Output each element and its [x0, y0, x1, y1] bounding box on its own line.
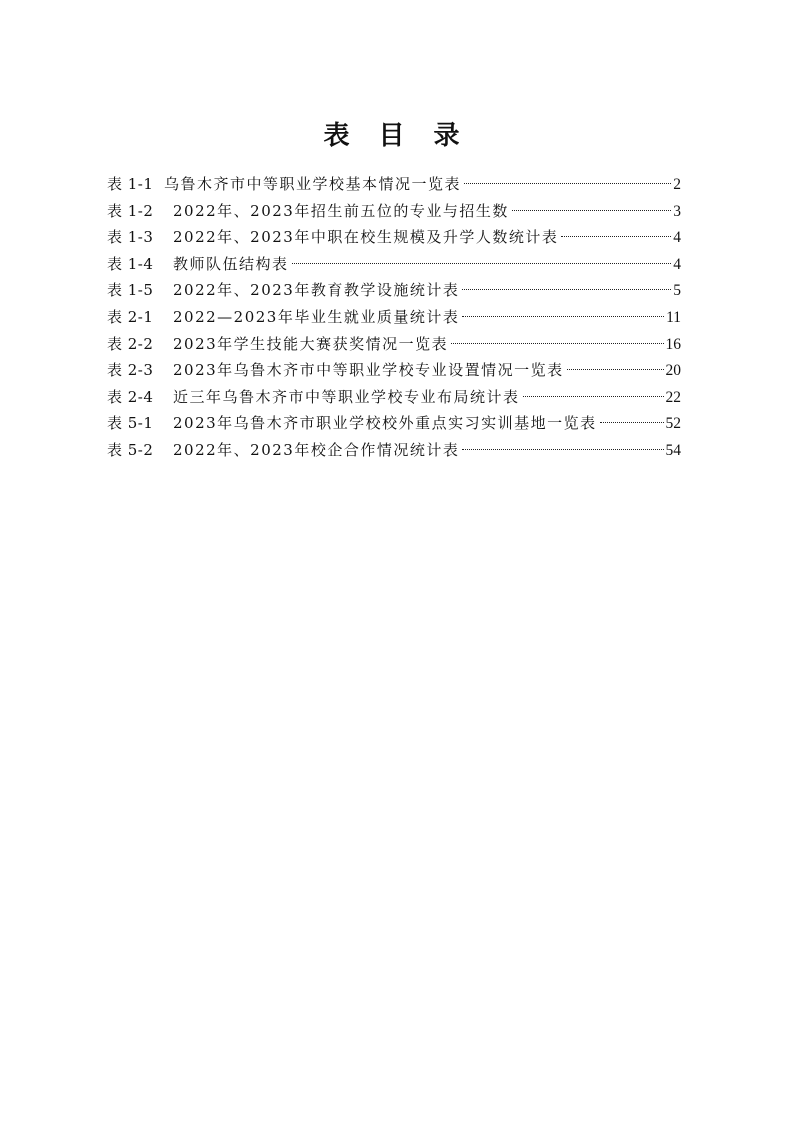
toc-entry-label: 表 2-4	[107, 387, 154, 406]
toc-entry-1-2[interactable]	[107, 198, 681, 225]
toc-entry-label: 表 1-3	[107, 228, 154, 247]
toc-entry-page-number: 52	[665, 415, 681, 433]
toc-entry-label: 表 1-1	[107, 175, 154, 193]
toc-entry-label: 表 2-2	[107, 334, 154, 353]
toc-entry-page-number: 11	[666, 308, 681, 326]
toc-entry-page-number: 2	[673, 176, 681, 193]
toc-entry-title: 2023年乌鲁木齐市职业学校校外重点实习实训基地一览表	[173, 414, 597, 433]
toc-entry-1-1[interactable]	[107, 171, 681, 198]
toc-dot-leader	[451, 343, 663, 344]
toc-entry-page-number: 54	[665, 441, 681, 459]
toc-entry-1-3[interactable]	[107, 224, 681, 251]
toc-dot-leader	[512, 210, 671, 211]
toc-dot-leader	[462, 316, 664, 317]
toc-entry-title: 乌鲁木齐市中等职业学校基本情况一览表	[164, 175, 462, 193]
toc-entry-label: 表 5-2	[107, 440, 154, 459]
toc-entry-label: 表 2-1	[107, 307, 154, 326]
toc-entry-title: 2022—2023年毕业生就业质量统计表	[173, 307, 460, 326]
toc-dot-leader	[464, 183, 671, 184]
toc-entry-title: 2022年、2023年招生前五位的专业与招生数	[173, 201, 509, 220]
toc-entry-page-number: 16	[665, 335, 681, 353]
toc-entry-page-number: 3	[673, 202, 681, 220]
toc-dot-leader	[462, 289, 671, 290]
toc-entry-title: 2022年、2023年校企合作情况统计表	[173, 440, 460, 459]
toc-dot-leader	[567, 369, 664, 370]
toc-dot-leader	[561, 236, 671, 237]
toc-entry-1-5[interactable]	[107, 277, 681, 304]
toc-dot-leader	[292, 263, 672, 264]
toc-entry-title: 近三年乌鲁木齐市中等职业学校专业布局统计表	[173, 387, 520, 406]
toc-entry-page-number: 22	[665, 388, 681, 406]
toc-entry-title: 教师队伍结构表	[173, 254, 289, 273]
toc-entry-2-3[interactable]	[107, 357, 681, 384]
toc-entry-page-number: 20	[665, 362, 681, 380]
table-of-contents	[107, 171, 681, 464]
toc-entry-2-4[interactable]	[107, 384, 681, 411]
toc-entry-title: 2022年、2023年中职在校生规模及升学人数统计表	[173, 228, 559, 247]
toc-entry-title: 2023年乌鲁木齐市中等职业学校专业设置情况一览表	[173, 361, 564, 380]
toc-entry-label: 表 1-2	[107, 201, 154, 220]
toc-entry-5-1[interactable]	[107, 410, 681, 437]
toc-entry-label: 表 1-5	[107, 281, 154, 300]
toc-dot-leader	[600, 422, 664, 423]
toc-entry-1-4[interactable]	[107, 251, 681, 278]
toc-entry-page-number: 4	[673, 229, 681, 247]
toc-entry-label: 表 5-1	[107, 414, 154, 433]
page-title: 表 目 录	[323, 121, 470, 152]
toc-entry-title: 2022年、2023年教育教学设施统计表	[173, 281, 460, 300]
toc-entry-page-number: 4	[673, 255, 681, 273]
toc-entry-page-number: 5	[673, 282, 681, 300]
toc-entry-2-1[interactable]	[107, 304, 681, 331]
toc-entry-5-2[interactable]	[107, 437, 681, 464]
toc-entry-title: 2023年学生技能大赛获奖情况一览表	[173, 334, 449, 353]
toc-entry-label: 表 2-3	[107, 361, 154, 380]
toc-dot-leader	[523, 396, 664, 397]
toc-dot-leader	[462, 449, 663, 450]
toc-entry-label: 表 1-4	[107, 254, 154, 273]
toc-entry-2-2[interactable]	[107, 331, 681, 358]
